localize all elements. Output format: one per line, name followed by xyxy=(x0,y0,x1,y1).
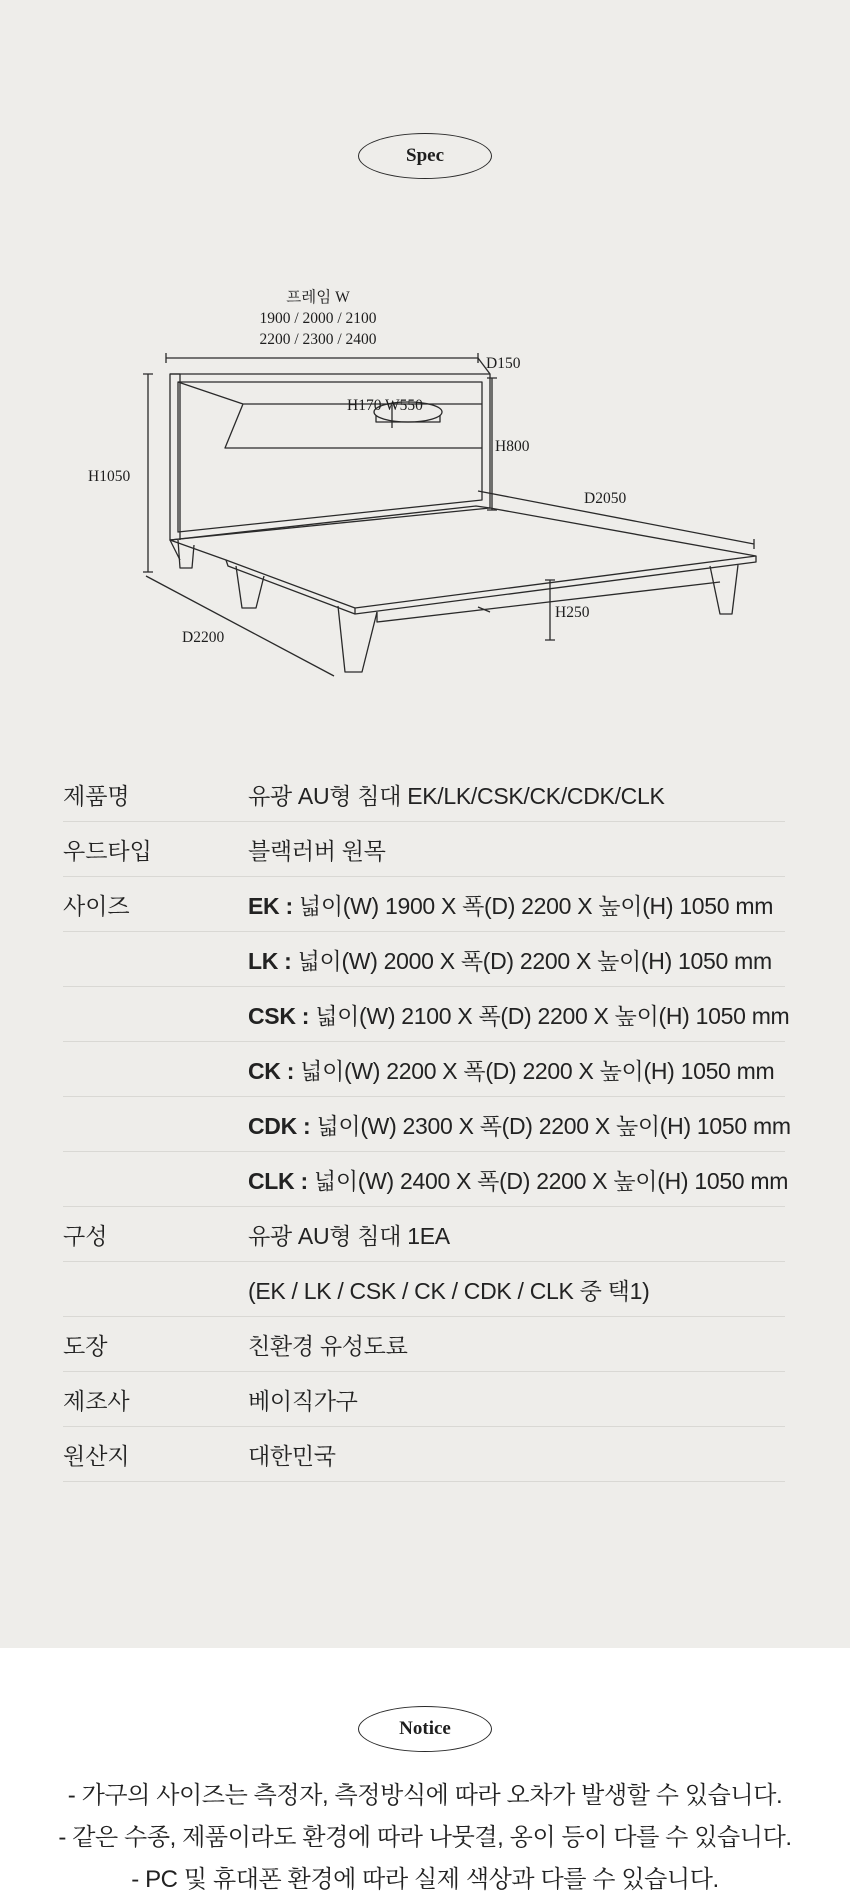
size-detail: 넓이(W) 2200 X 폭(D) 2200 X 높이(H) 1050 mm xyxy=(294,1057,775,1084)
spec-label: 사이즈 xyxy=(63,892,130,919)
spec-row-size-lk xyxy=(63,932,785,987)
spec-row-product-name xyxy=(63,767,785,822)
leg-front-center xyxy=(338,606,377,672)
spec-value xyxy=(248,1163,788,1196)
dim-d150-label: D150 xyxy=(486,355,521,372)
size-code: LK : xyxy=(248,947,292,974)
bed-dimension-diagram xyxy=(0,270,850,690)
notice-line: - 같은 수종, 제품이라도 환경에 따라 나뭇결, 옹이 등이 다를 수 있습니다. xyxy=(58,1824,792,1851)
spec-row-composition-option xyxy=(63,1262,785,1317)
platform-edge xyxy=(226,556,756,614)
size-code: EK : xyxy=(248,892,293,919)
spec-row-composition xyxy=(63,1207,785,1262)
dim-h800-label: H800 xyxy=(495,438,530,455)
spec-row-size-clk xyxy=(63,1152,789,1207)
spec-row-wood-type xyxy=(63,822,785,877)
leg-right xyxy=(710,565,738,614)
spec-table xyxy=(63,767,791,1482)
size-code: CSK : xyxy=(248,1002,310,1029)
headboard-panel-lines xyxy=(178,382,482,448)
spec-value xyxy=(248,998,789,1031)
dim-h1050 xyxy=(143,374,153,572)
spec-label: 원산지 xyxy=(63,1442,130,1469)
spec-value: 대한민국 xyxy=(248,1442,336,1469)
size-detail: 넓이(W) 2000 X 폭(D) 2200 X 높이(H) 1050 mm xyxy=(291,947,772,974)
spec-row-size-ek xyxy=(63,877,785,932)
frame-label: 프레임 W xyxy=(286,289,350,306)
spec-row-size-cdk xyxy=(63,1097,791,1152)
size-detail: 넓이(W) 2400 X 폭(D) 2200 X 높이(H) 1050 mm xyxy=(307,1167,789,1194)
spec-value: 블랙러버 원목 xyxy=(248,837,386,864)
spec-title: Spec xyxy=(358,133,492,179)
spec-value xyxy=(248,943,785,976)
spec-row-size-ck xyxy=(63,1042,785,1097)
spec-row-size-csk xyxy=(63,987,790,1042)
rail-under xyxy=(377,582,720,622)
notice-line: - 가구의 사이즈는 측정자, 측정방식에 따라 오차가 발생할 수 있습니다. xyxy=(67,1782,783,1809)
frame-widths-2: 2200 / 2300 / 2400 xyxy=(259,331,377,348)
spec-value: 베이직가구 xyxy=(248,1387,358,1414)
dim-d2050-label: D2050 xyxy=(584,490,627,507)
spec-value: 유광 AU형 침대 1EA xyxy=(248,1222,450,1249)
spec-label: 우드타입 xyxy=(63,837,152,864)
spec-value xyxy=(248,1108,791,1141)
size-detail: 넓이(W) 2100 X 폭(D) 2200 X 높이(H) 1050 mm xyxy=(309,1002,790,1029)
spec-row-finish xyxy=(63,1317,785,1372)
frame-widths-1: 1900 / 2000 / 2100 xyxy=(259,310,377,327)
spec-value: 유광 AU형 침대 EK/LK/CSK/CK/CDK/CLK xyxy=(248,782,665,809)
spec-value: 친환경 유성도료 xyxy=(248,1332,408,1359)
spec-label: 구성 xyxy=(63,1222,108,1249)
dim-frame-width xyxy=(166,353,478,363)
spec-label: 도장 xyxy=(63,1332,108,1359)
notice-text xyxy=(0,1775,850,1901)
spec-row-manufacturer xyxy=(63,1372,785,1427)
notice-line: - PC 및 휴대폰 환경에 따라 실제 색상과 다를 수 있습니다. xyxy=(131,1866,719,1893)
size-code: CDK : xyxy=(248,1112,311,1139)
spec-value xyxy=(248,1053,785,1086)
size-detail: 넓이(W) 1900 X 폭(D) 2200 X 높이(H) 1050 mm xyxy=(292,892,774,919)
notice-title: Notice xyxy=(358,1706,492,1752)
size-code: CLK : xyxy=(248,1167,308,1194)
spec-label: 제품명 xyxy=(63,782,130,809)
spec-label: 제조사 xyxy=(63,1387,130,1414)
dim-h1050-label: H1050 xyxy=(88,468,131,485)
spec-value: (EK / LK / CSK / CK / CDK / CLK 중 택1) xyxy=(248,1277,650,1304)
headboard xyxy=(170,374,490,540)
spec-value xyxy=(248,888,785,921)
dim-h250-label: H250 xyxy=(555,604,590,621)
spec-row-origin xyxy=(63,1427,785,1482)
dim-d2200-label: D2200 xyxy=(182,629,225,646)
dim-h170-w550-label: H170 W550 xyxy=(347,397,423,414)
size-code: CK : xyxy=(248,1057,295,1084)
size-detail: 넓이(W) 2300 X 폭(D) 2200 X 높이(H) 1050 mm xyxy=(310,1112,791,1139)
